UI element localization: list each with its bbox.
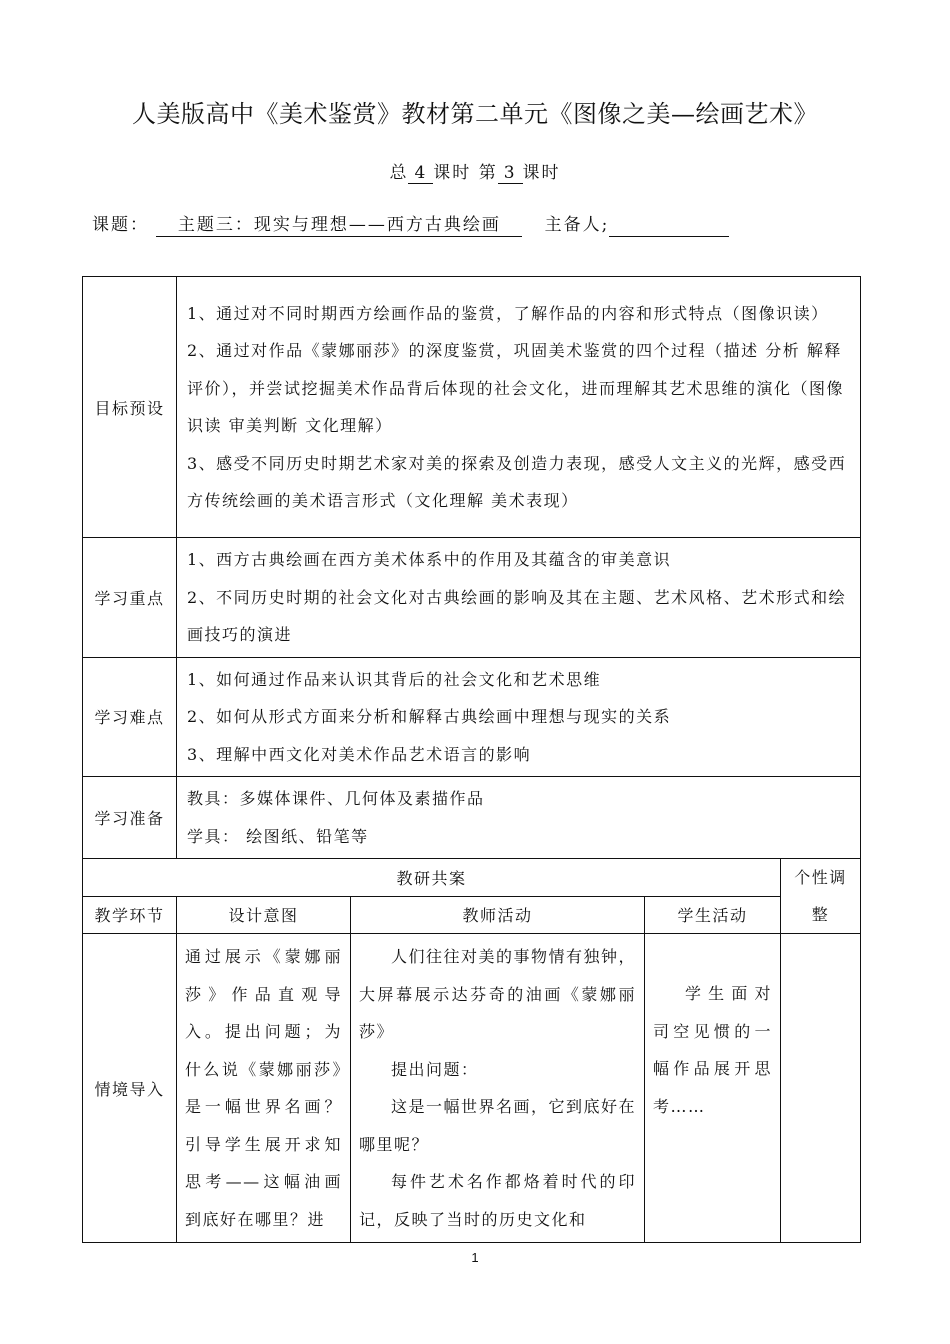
table-row [83, 934, 861, 1243]
lesson-plan-table [82, 276, 861, 1243]
stage-cell: 情境导入 [83, 934, 177, 1243]
list-item: 教具：多媒体课件、几何体及素描作品 [187, 789, 485, 808]
document-title: 人美版高中《美术鉴赏》教材第二单元《图像之美—绘画艺术》 [132, 100, 818, 128]
lesson-suffix: 课时 [522, 163, 561, 183]
teacher-activity-cell [351, 934, 645, 1243]
preparer-field [609, 214, 729, 237]
research-header: 教研共案 [83, 859, 781, 897]
section-content [177, 277, 861, 538]
column-header: 设计意图 [177, 896, 351, 934]
subject-line [92, 210, 729, 237]
section-content [177, 657, 861, 777]
list-item: 这是一幅世界名画，它到底好在哪里呢？ [359, 1097, 637, 1154]
lesson-count [0, 158, 950, 184]
section-label: 学习难点 [83, 657, 177, 777]
list-item: 2、不同历史时期的社会文化对古典绘画的影响及其在主题、艺术风格、艺术形式和绘画技巧的演进 [187, 587, 847, 644]
list-item: 2、通过对作品《蒙娜丽莎》的深度鉴赏，巩固美术鉴赏的四个过程（描述 分析 解释 评价），并尝试挖掘美术作品背后体现的社会文化，进而理解其艺术思维的演化（图像识读 审美判断 文化理解） [187, 341, 845, 435]
column-header: 教学环节 [83, 896, 177, 934]
current-lesson: 3 [498, 163, 523, 184]
subject-topic: 主题三：现实与理想——西方古典绘画 [156, 214, 522, 237]
section-label: 学习准备 [83, 777, 177, 859]
list-item: 提出问题： [391, 1059, 479, 1079]
section-label: 学习重点 [83, 538, 177, 658]
personal-adjust-header: 个性调整 [781, 859, 861, 934]
lesson-mid: 课时 第 [433, 163, 498, 183]
design-intent-cell: 通过展示《蒙娜丽莎》作品直观导入。提出问题；为什么说《蒙娜丽莎》是一幅世界名画？引导学生展开求知思考——这幅油画到底好在哪里？进 [177, 934, 351, 1243]
table-row [83, 277, 861, 538]
section-label: 目标预设 [83, 277, 177, 538]
table-row [83, 777, 861, 859]
section-content [177, 777, 861, 859]
lesson-prefix: 总 [389, 163, 409, 183]
total-lessons: 4 [408, 163, 433, 184]
preparer-label: 主备人; [544, 215, 610, 235]
table-row [83, 859, 861, 897]
table-row [83, 896, 861, 934]
list-item: 每件艺术名作都烙着时代的印记，反映了当时的历史文化和 [359, 1172, 636, 1229]
list-item: 人们往往对美的事物情有独钟，大屏幕展示达芬奇的油画《蒙娜丽莎》 [359, 947, 637, 1041]
list-item: 2、如何从形式方面来分析和解释古典绘画中理想与现实的关系 [187, 707, 672, 726]
page-number: 1 [471, 1250, 479, 1265]
personal-adjust-cell [781, 934, 861, 1243]
column-header: 教师活动 [351, 896, 645, 934]
list-item: 1、西方古典绘画在西方美术体系中的作用及其蕴含的审美意识 [187, 550, 672, 569]
student-activity-cell [645, 934, 781, 1243]
list-item: 学具： 绘图纸、铅笔等 [187, 826, 369, 846]
section-content [177, 538, 861, 658]
list-item: 3、感受不同历史时期艺术家对美的探索及创造力表现，感受人文主义的光辉，感受西方传统绘画的美术语言形式（文化理解 美术表现） [187, 453, 847, 510]
table-row [83, 657, 861, 777]
subject-label: 课题： [92, 215, 149, 235]
list-item: 1、如何通过作品来认识其背后的社会文化和艺术思维 [187, 669, 602, 689]
table-row [83, 538, 861, 658]
column-header: 学生活动 [645, 896, 781, 934]
list-item: 学生面对司空见惯的一幅作品展开思考…… [653, 984, 772, 1116]
list-item: 1、通过对不同时期西方绘画作品的鉴赏，了解作品的内容和形式特点（图像识读） [187, 303, 829, 323]
list-item: 3、理解中西文化对美术作品艺术语言的影响 [187, 744, 532, 764]
